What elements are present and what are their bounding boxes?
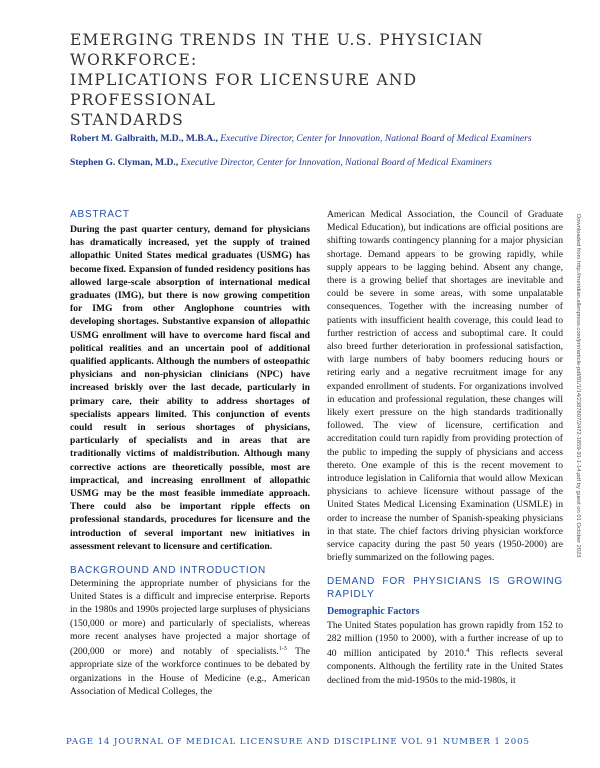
citation-superscript: 1-3 (278, 646, 287, 653)
left-column (70, 208, 310, 698)
page-footer: PAGE 14 JOURNAL OF MEDICAL LICENSURE AND DISCIPLINE VOL 91 NUMBER 1 2005 (66, 737, 530, 747)
title-line: STANDARDS (70, 111, 185, 129)
abstract-heading: ABSTRACT (70, 209, 130, 220)
author-name: Robert M. Galbraith, M.D., M.B.A., (70, 133, 218, 144)
author-affiliation: Executive Director, Center for Innovation, National Board of Medical Examiners (180, 157, 492, 168)
download-watermark: Downloaded from http://meridian.allenpress.com/jmr/article-pdf/91/1/14/2387807/2472-1859-91-1-14.pdf by guest on 01 October 2023 (575, 214, 581, 558)
abstract-text: During the past quarter century, demand for physicians has dramatically increased, yet the supply of trained allopathic United States medical graduates (USMG) has become fixed. Expansion of funded residency positions has allowed large-scale absorption of international medical graduates (IMG), but there is now growing competition for IMG from other Anglophone countries with developing shortages. Substantive expansion of allopathic USMG enrollment will have to overcome hard fiscal and political realities and an uncertain pool of additional qualified applicants. Although the numbers of osteopathic physicians and non-physician clinicians (NPC) have increased briskly over the last decade, particularly in primary care, their ability to address shortages of specialists appears limited. This conjunction of events could result in serious shortages of physicians, particularly of specialists and in areas that are traditionally victims of maldistribution. Although many corrective actions are theoretically possible, most are impractical, and increasing enrollment of allopathic USMG may be the most feasible immediate approach. There could also be important ripple effects on professional standards, procedures for licensure and the introduction of several important new initiatives in assessment relevant to licensure and certification. (70, 224, 310, 552)
author-name: Stephen G. Clyman, M.D., (70, 157, 179, 168)
citation-superscript: 4 (466, 648, 470, 655)
author-affiliation: Executive Director, Center for Innovation, National Board of Medical Examiners (220, 133, 532, 144)
background-paragraph: Determining the appropriate number of physicians for the United States is a difficult and imprecise enterprise. Reports in the 1980s and 1990s projected large surpluses of physicians (150,000 or more) and particularly of specialists, whereas more recent analyses have projected a major shortage of (200,000 or more) and notably of specialists.$^{1-3}$ The appropriate size of the workforce continues to be debated by organizations in the House of Medicine (e.g., American Association of Medical Colleges, the (70, 578, 310, 697)
author-entry (70, 156, 580, 170)
demographic-subheading: Demographic Factors (327, 606, 420, 618)
author-list (70, 132, 580, 180)
article-title (70, 30, 550, 130)
title-line: IMPLICATIONS FOR LICENSURE AND PROFESSIONAL (70, 71, 418, 109)
body-paragraph: The United States population has grown rapidly from 152 to 282 million (1950 to 2000), with a further increase of up to 40 million anticipated by 2010.$^4$ This reflects several components. Although the fertility rate in the United States declined from the mid-1950s to the mid-1980s, it (327, 619, 563, 686)
body-paragraph: American Medical Association, the Council of Graduate Medical Education), but indications are official positions are shifting towards contingency planning for a major physician shortage. Demand appears to be growing rapidly, while supply appears to be lagging behind. Absent any change, there is a growing belief that shortages are inevitable and could be severe in some areas, with some unpalatable consequences. Together with the increasing number of patients with insufficient health coverage, this could lead to further restriction of access and suboptimal care. It could also breed further deterioration in professional satisfaction, with large numbers of baby boomers reducing hours or retiring early and a negative recruitment image for any expanded enrollment of students. For organizations involved in education and professional regulation, these changes will likely exert pressure on the high standards traditionally followed. The view of licensure, certification and accreditation could turn rapidly from providing protection of the public to impeding the supply of physicians and access thereto. One example of this is the recent movement to introduce legislation in California that would allow Mexican physicians to achieve licensure without passage of the United States Medical Licensing Examination (USMLE) in order to increase the number of Spanish-speaking physicians in that state. The chief factors driving physician workforce service capacity during the past 50 years (1950-2000) are briefly summarized on the following pages. (327, 209, 563, 564)
title-line: EMERGING TRENDS IN THE U.S. PHYSICIAN WORKFORCE: (70, 31, 484, 69)
background-heading: BACKGROUND AND INTRODUCTION (70, 565, 267, 577)
demand-heading: DEMAND FOR PHYSICIANS IS GROWING RAPIDLY (327, 576, 563, 601)
author-entry (70, 132, 580, 146)
right-column (327, 208, 563, 687)
